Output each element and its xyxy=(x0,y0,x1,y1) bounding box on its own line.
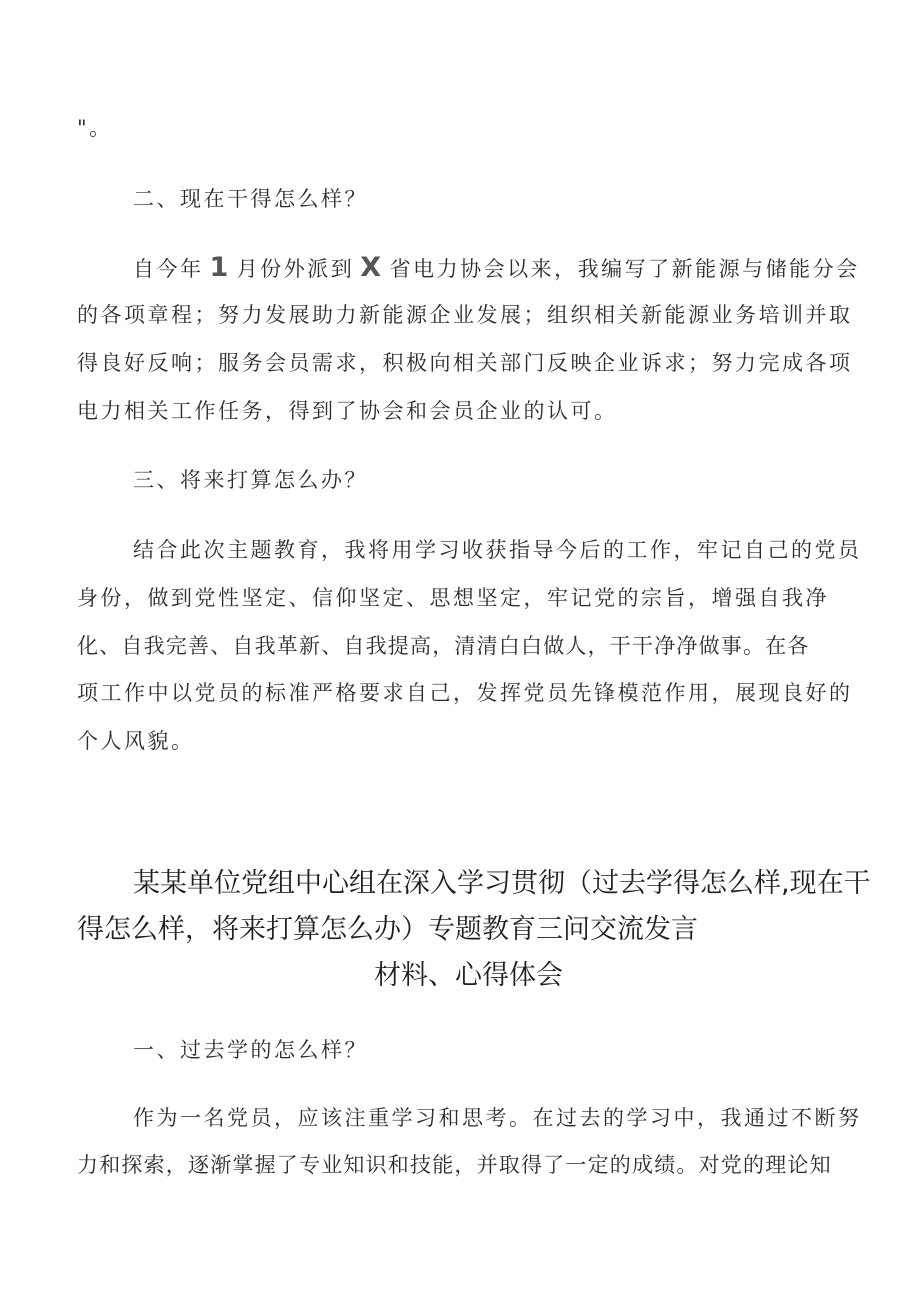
text-run: 月份外派到 xyxy=(236,257,355,281)
paragraph-1-line-1: 作为一名党员，应该注重学习和思考。在过去的学习中，我通过不断努 xyxy=(133,1106,862,1130)
text-run: 省电力协会以来，我编写了新能源与储能分会 xyxy=(389,257,860,281)
section-heading-3: 三、将来打算怎么办？ xyxy=(133,468,368,492)
text-run: 自今年 xyxy=(133,257,204,281)
paragraph-3-line-3: 化、自我完善、自我革新、自我提高，清清白白做人，干干净净做事。在各 xyxy=(77,634,810,658)
paragraph-1-line-2: 力和探索，逐渐掌握了专业知识和技能，并取得了一定的成绩。对党的理论知 xyxy=(77,1153,832,1177)
article-title-line-3: 材料、心得体会 xyxy=(374,960,563,991)
paragraph-3-line-4: 项工作中以党员的标准严格要求自己，发挥党员先锋模范作用，展现良好的 xyxy=(77,681,853,705)
section-heading-2: 二、现在干得怎么样？ xyxy=(133,187,368,211)
article-title-line-1: 某某单位党组中心组在深入学习贯彻（过去学得怎么样,现在干 xyxy=(133,868,871,899)
paragraph-2-line-4: 电力相关工作任务，得到了协会和会员企业的认可。 xyxy=(77,399,618,423)
paragraph-2-line-3: 得良好反响；服务会员需求，积极向相关部门反映企业诉求；努力完成各项 xyxy=(77,351,853,375)
paragraph-3-line-5: 个人风貌。 xyxy=(77,729,195,753)
text-run-letter: X xyxy=(360,252,384,283)
paragraph-2-line-2: 的各项章程；努力发展助力新能源企业发展；组织相关新能源业务培训并取 xyxy=(77,303,853,327)
paragraph-3-line-1: 结合此次主题教育，我将用学习收获指导今后的工作，牢记自己的党员 xyxy=(133,538,862,562)
article-title-line-2: 得怎么样，将来打算怎么办）专题教育三问交流发言 xyxy=(77,914,698,945)
paragraph-2-line-1 xyxy=(133,254,860,283)
text-fragment: "。 xyxy=(77,116,113,140)
text-run-number: 1 xyxy=(209,252,231,283)
section-heading-1: 一、过去学的怎么样？ xyxy=(133,1038,368,1062)
paragraph-3-line-2: 身份，做到党性坚定、信仰坚定、思想坚定，牢记党的宗旨，增强自我净 xyxy=(77,586,829,610)
